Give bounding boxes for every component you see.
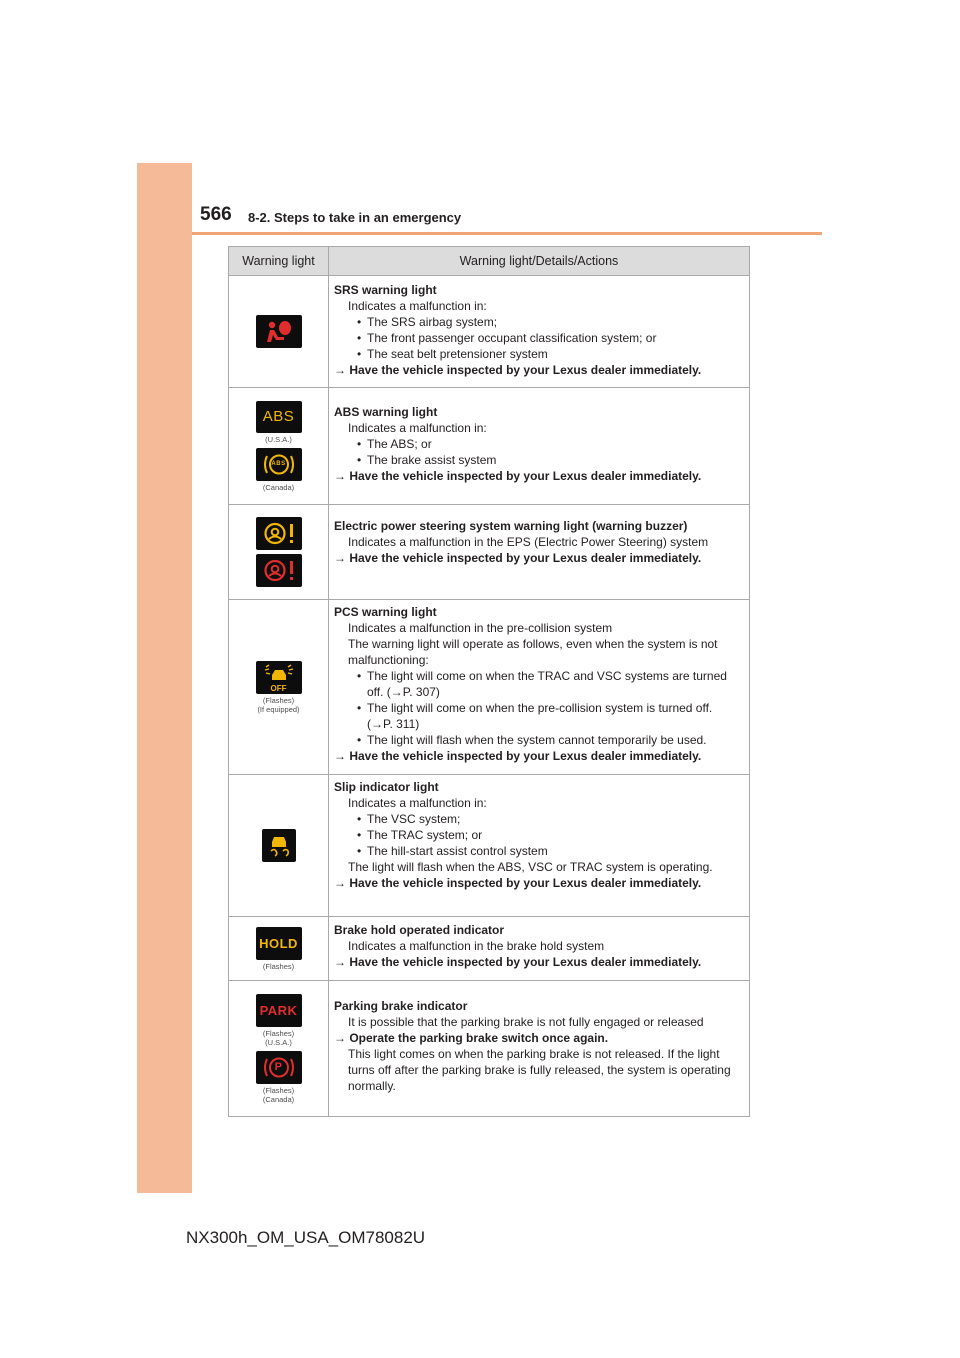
icon-caption: (Flashes) [262, 695, 295, 705]
row-title: Parking brake indicator [334, 999, 468, 1013]
row-title: Electric power steering system warning light (warning buzzer) [334, 519, 688, 533]
row-action: → Have the vehicle inspected by your Lexus dealer immediately. [334, 955, 702, 969]
table-row [229, 505, 750, 600]
document-id-footer: NX300h_OM_USA_OM78082U [186, 1228, 426, 1247]
table-row [229, 981, 750, 1117]
details-cell [329, 775, 750, 917]
row-action: → Have the vehicle inspected by your Lexus dealer immediately. [334, 363, 702, 377]
warning-light-table [228, 246, 750, 1117]
bullet-item: • The SRS airbag system; [348, 314, 741, 330]
row-text: Indicates a malfunction in the brake hold system [348, 939, 605, 953]
bullet-item: • The light will flash when the system cannot temporarily be used. [348, 732, 741, 748]
column-header-warning-light: Warning light [229, 247, 329, 276]
icon-cell [229, 505, 329, 600]
abs-circle-warning-icon: ABS [256, 448, 302, 481]
table-row [229, 775, 750, 917]
row-title: PCS warning light [334, 605, 437, 619]
row-text: Indicates a malfunction in: [348, 299, 487, 313]
row-text: Indicates a malfunction in the EPS (Electric Power Steering) system [348, 535, 709, 549]
slip-indicator-icon [262, 829, 296, 862]
icon-caption: (U.S.A.) [265, 434, 292, 444]
bullet-item: • The brake assist system [348, 452, 741, 468]
row-text: The light will flash when the ABS, VSC or TRAC system is operating. [348, 860, 713, 874]
bullet-item: • The VSC system; [348, 811, 741, 827]
details-cell [329, 388, 750, 505]
row-action: → Have the vehicle inspected by your Lexus dealer immediately. [334, 749, 702, 763]
icon-caption: (Flashes) [262, 961, 295, 971]
icon-caption: (Flashes) [262, 1028, 295, 1038]
row-action: → Operate the parking brake switch once again. [334, 1031, 609, 1045]
row-text: This light comes on when the parking brake is not released. If the light turns off after the parking brake is fully released, the system is operating normally. [348, 1047, 731, 1093]
row-title: Brake hold operated indicator [334, 923, 505, 937]
bullet-item: • The light will come on when the pre-collision system is turned off. (→P. 311) [348, 700, 741, 732]
row-text: Indicates a malfunction in the pre-collision system [348, 621, 613, 635]
pcs-warning-icon: OFF [256, 661, 302, 694]
table-row [229, 276, 750, 388]
section-title: 8-2. Steps to take in an emergency [248, 210, 462, 225]
row-title: SRS warning light [334, 283, 437, 297]
details-cell [329, 981, 750, 1117]
row-action: → Have the vehicle inspected by your Lexus dealer immediately. [334, 469, 702, 483]
table-row [229, 917, 750, 981]
bullet-item: • The front passenger occupant classification system; or [348, 330, 741, 346]
icon-caption: (Flashes) [262, 1085, 295, 1095]
chapter-sidebar-tab [137, 163, 192, 1193]
header-rule [192, 232, 822, 235]
details-cell [329, 505, 750, 600]
parking-brake-park-icon: PARK [256, 994, 302, 1027]
bullet-item: • The TRAC system; or [348, 827, 741, 843]
parking-brake-p-icon: P [256, 1051, 302, 1084]
table-header-row [229, 247, 750, 276]
details-cell [329, 917, 750, 981]
bullet-item: • The seat belt pretensioner system [348, 346, 741, 362]
details-cell [329, 600, 750, 775]
icon-caption: (Canada) [262, 1094, 295, 1104]
row-title: ABS warning light [334, 405, 438, 419]
row-text: Indicates a malfunction in: [348, 421, 487, 435]
icon-caption: (Canada) [262, 482, 295, 492]
row-action: → Have the vehicle inspected by your Lexus dealer immediately. [334, 876, 702, 890]
row-text: It is possible that the parking brake is not fully engaged or released [348, 1015, 704, 1029]
row-action: → Have the vehicle inspected by your Lexus dealer immediately. [334, 551, 702, 565]
icon-caption: (U.S.A.) [265, 1037, 292, 1047]
table-row [229, 600, 750, 775]
abs-warning-icon: ABS [256, 401, 302, 433]
srs-airbag-icon [256, 315, 302, 348]
page-number: 566 [200, 204, 232, 225]
row-title: Slip indicator light [334, 780, 439, 794]
icon-cell [229, 981, 329, 1117]
icon-cell [229, 775, 329, 917]
icon-cell [229, 917, 329, 981]
icon-cell [229, 600, 329, 775]
row-text: The warning light will operate as follows, even when the system is not malfunctioning: [348, 637, 718, 667]
icon-caption: (If equipped) [257, 704, 300, 714]
eps-red-warning-icon [256, 554, 302, 587]
icon-cell [229, 276, 329, 388]
icon-cell [229, 388, 329, 505]
brake-hold-icon: HOLD [256, 927, 302, 960]
details-cell [329, 276, 750, 388]
column-header-details: Warning light/Details/Actions [329, 247, 750, 276]
row-text: Indicates a malfunction in: [348, 796, 487, 810]
eps-amber-warning-icon [256, 517, 302, 550]
bullet-item: • The ABS; or [348, 436, 741, 452]
bullet-item: • The hill-start assist control system [348, 843, 741, 859]
bullet-item: • The light will come on when the TRAC and VSC systems are turned off. (→P. 307) [348, 668, 741, 700]
table-row [229, 388, 750, 505]
